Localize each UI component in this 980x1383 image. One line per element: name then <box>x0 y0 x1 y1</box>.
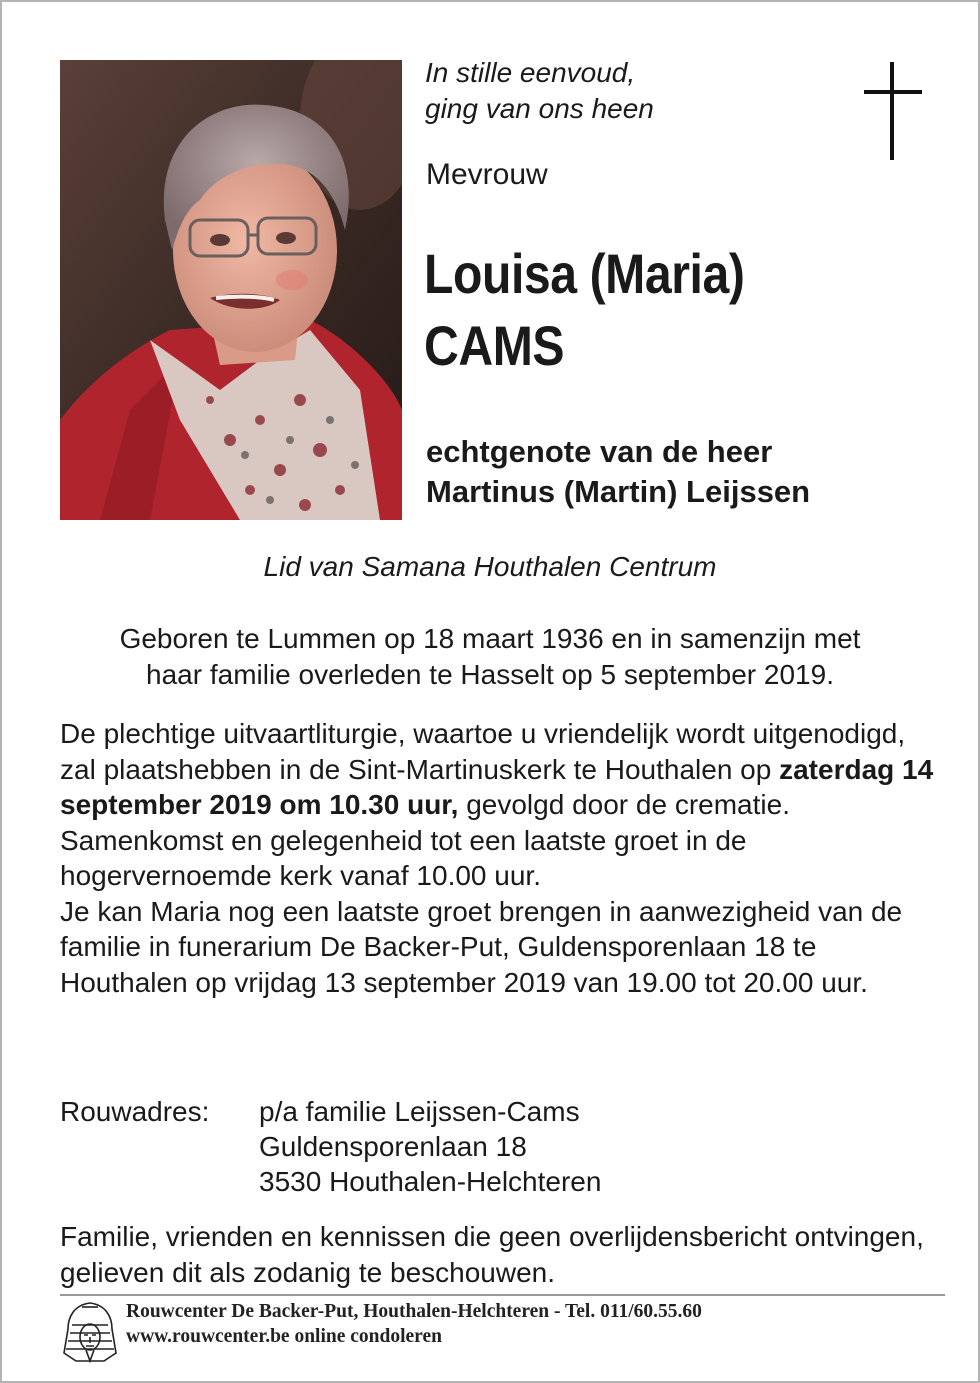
intro-text <box>425 55 654 127</box>
gathering-text: Samenkomst en gelegenheid tot een laatste groet in de hogervernoemde kerk vanaf 10.00 uur. <box>60 824 747 891</box>
ceremony-cremation: gevolgd door de crematie. <box>458 789 790 820</box>
visitation-text: Je kan Maria nog een laatste groet brengen in aanwezigheid van de familie in funerarium De Backer-Put, Guldensporenlaan 18 te Houthalen op vrijdag 13 september 2019 van 19.00 tot 20.00 uur. <box>60 895 903 998</box>
portrait-photo <box>60 60 402 520</box>
address-line-3: 3530 Houthalen-Helchteren <box>259 1166 602 1197</box>
address-label: Rouwadres: <box>60 1096 210 1127</box>
address-lines <box>259 1094 601 1199</box>
ceremony-text <box>60 716 940 1000</box>
honorific: Mevrouw <box>426 158 548 191</box>
funeral-home-website[interactable]: www.rouwcenter.be online condoleren <box>126 1326 442 1347</box>
footer-divider <box>60 1294 945 1296</box>
name-line-1: Louisa (Maria) <box>424 242 745 305</box>
funeral-home-footer <box>126 1299 702 1349</box>
address-line-1: p/a familie Leijssen-Cams <box>259 1096 580 1127</box>
address-line-2: Guldensporenlaan 18 <box>259 1131 527 1162</box>
pharaoh-logo-icon <box>62 1301 118 1365</box>
spouse-line-2: Martinus (Martin) Leijssen <box>426 474 811 509</box>
funeral-home-contact: Rouwcenter De Backer-Put, Houthalen-Helchteren - Tel. 011/60.55.60 <box>126 1301 702 1322</box>
intro-line-2: ging van ons heen <box>425 93 654 124</box>
deceased-name <box>424 238 744 382</box>
born-line-2: haar familie overleden te Hasselt op 5 september 2019. <box>146 659 834 690</box>
spouse-text <box>426 432 810 512</box>
ceremony-intro: De plechtige uitvaartliturgie, waartoe u vriendelijk wordt uitgenodigd, zal plaatshebben in de Sint-Martinuskerk te Houthalen op <box>60 718 906 785</box>
ceremony-datetime: zaterdag 14 september 2019 om 10.30 uur, <box>60 753 934 820</box>
intro-line-1: In stille eenvoud, <box>425 57 636 88</box>
membership: Lid van Samana Houthalen Centrum <box>263 551 717 582</box>
closing-text: Familie, vrienden en kennissen die geen overlijdensbericht ontvingen, gelieven dit als zodanig te beschouwen. <box>60 1221 924 1288</box>
name-line-2: CAMS <box>424 314 565 377</box>
spouse-line-1: echtgenote van de heer <box>426 434 773 469</box>
cross-icon <box>862 62 924 160</box>
born-line-1: Geboren te Lummen op 18 maart 1936 en in samenzijn met <box>119 623 861 654</box>
birth-death-info <box>0 621 980 693</box>
